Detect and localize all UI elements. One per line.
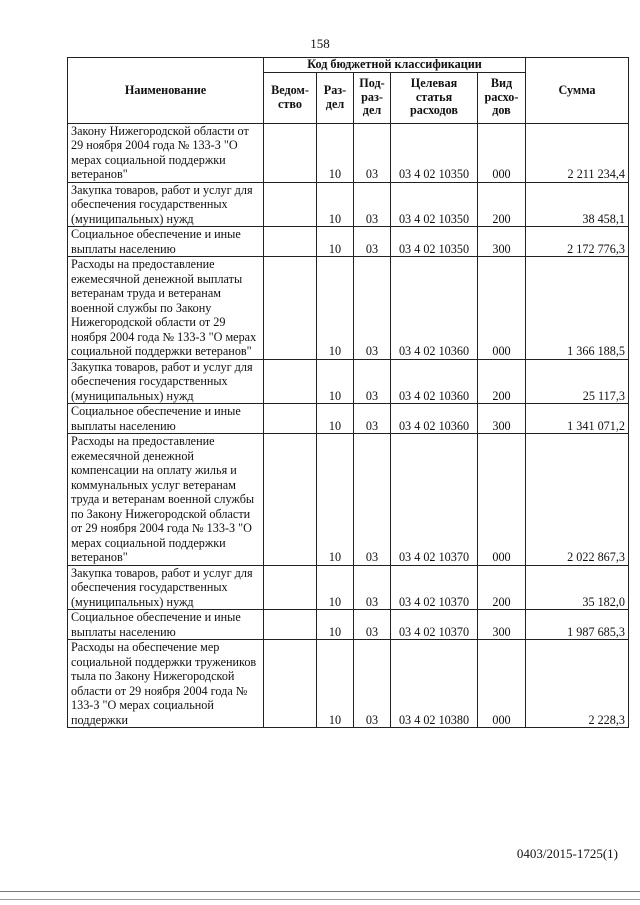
row-summa: 2 172 776,3 [526, 227, 629, 257]
row-podrazdel: 03 [354, 123, 391, 182]
row-podrazdel: 03 [354, 434, 391, 566]
col-header-name: Наименование [68, 58, 264, 124]
row-razdel: 10 [317, 565, 354, 610]
row-vid: 000 [478, 640, 526, 728]
row-name: Закону Нижегородской области от 29 ноября 2004 года № 133-З "О мерах социальной поддержки ветеранов" [68, 123, 264, 182]
row-name: Закупка товаров, работ и услуг для обеспечения государственных (муниципальных) нужд [68, 565, 264, 610]
row-vedomstvo [264, 227, 317, 257]
row-summa: 38 458,1 [526, 182, 629, 227]
row-summa: 2 022 867,3 [526, 434, 629, 566]
row-vid: 200 [478, 182, 526, 227]
row-vid: 300 [478, 610, 526, 640]
row-vid: 000 [478, 257, 526, 360]
row-vid: 300 [478, 227, 526, 257]
row-name: Социальное обеспечение и иные выплаты населению [68, 227, 264, 257]
row-razdel: 10 [317, 610, 354, 640]
table-row [68, 182, 629, 227]
row-name: Расходы на предоставление ежемесячной денежной компенсации на оплату жилья и коммунальных услуг ветеранам труда и ветеранам военной службы по Закону Нижегородской области от 29 ноября 2004 года № 133-З "О мерах социальной поддержки ветеранов" [68, 434, 264, 566]
row-vedomstvo [264, 610, 317, 640]
row-name: Закупка товаров, работ и услуг для обеспечения государственных (муниципальных) нужд [68, 182, 264, 227]
scan-edge-line [0, 891, 640, 892]
row-summa: 2 228,3 [526, 640, 629, 728]
row-podrazdel: 03 [354, 257, 391, 360]
row-celevaya: 03 4 02 10370 [391, 434, 478, 566]
col-group-header-classification: Код бюджетной классификации [264, 58, 526, 73]
row-name: Социальное обеспечение и иные выплаты населению [68, 404, 264, 434]
col-header-razdel: Раз-дел [317, 72, 354, 123]
col-header-summa: Сумма [526, 58, 629, 124]
row-summa: 1 366 188,5 [526, 257, 629, 360]
row-vid: 200 [478, 359, 526, 404]
table-row [68, 227, 629, 257]
row-celevaya: 03 4 02 10350 [391, 123, 478, 182]
row-razdel: 10 [317, 257, 354, 360]
row-name: Расходы на обеспечение мер социальной поддержки тружеников тыла по Закону Нижегородской области от 29 ноября 2004 года № 133-З "О мерах социальной поддержки [68, 640, 264, 728]
row-summa: 35 182,0 [526, 565, 629, 610]
row-vedomstvo [264, 565, 317, 610]
row-vedomstvo [264, 434, 317, 566]
row-summa: 1 987 685,3 [526, 610, 629, 640]
row-razdel: 10 [317, 359, 354, 404]
row-podrazdel: 03 [354, 227, 391, 257]
row-celevaya: 03 4 02 10370 [391, 565, 478, 610]
table-row [68, 404, 629, 434]
row-vedomstvo [264, 404, 317, 434]
row-celevaya: 03 4 02 10350 [391, 182, 478, 227]
row-celevaya: 03 4 02 10380 [391, 640, 478, 728]
row-podrazdel: 03 [354, 610, 391, 640]
row-celevaya: 03 4 02 10360 [391, 257, 478, 360]
table-row [68, 359, 629, 404]
row-vid: 000 [478, 123, 526, 182]
row-name: Расходы на предоставление ежемесячной денежной выплаты ветеранам труда и ветеранам военной службы по Закону Нижегородской области от 29 ноября 2004 года № 133-З "О мерах социальной поддержки ветеранов" [68, 257, 264, 360]
row-podrazdel: 03 [354, 359, 391, 404]
col-header-celevaya: Целевая статья расходов [391, 72, 478, 123]
row-razdel: 10 [317, 227, 354, 257]
row-celevaya: 03 4 02 10360 [391, 359, 478, 404]
row-vedomstvo [264, 359, 317, 404]
row-vid: 000 [478, 434, 526, 566]
col-header-podrazdel: Под-раз-дел [354, 72, 391, 123]
row-name: Закупка товаров, работ и услуг для обеспечения государственных (муниципальных) нужд [68, 359, 264, 404]
scan-edge-line [0, 899, 640, 900]
row-celevaya: 03 4 02 10370 [391, 610, 478, 640]
row-vedomstvo [264, 640, 317, 728]
row-podrazdel: 03 [354, 182, 391, 227]
row-vedomstvo [264, 182, 317, 227]
table-row [68, 257, 629, 360]
row-name: Социальное обеспечение и иные выплаты населению [68, 610, 264, 640]
row-vedomstvo [264, 123, 317, 182]
row-vid: 300 [478, 404, 526, 434]
row-razdel: 10 [317, 123, 354, 182]
row-podrazdel: 03 [354, 404, 391, 434]
document-code: 0403/2015-1725(1) [516, 846, 618, 861]
row-vedomstvo [264, 257, 317, 360]
budget-table [67, 57, 629, 728]
row-summa: 2 211 234,4 [526, 123, 629, 182]
page-number: 158 [310, 36, 330, 51]
row-razdel: 10 [317, 182, 354, 227]
row-razdel: 10 [317, 640, 354, 728]
table-row [68, 434, 629, 566]
row-summa: 25 117,3 [526, 359, 629, 404]
row-podrazdel: 03 [354, 565, 391, 610]
row-vid: 200 [478, 565, 526, 610]
row-podrazdel: 03 [354, 640, 391, 728]
table-row [68, 565, 629, 610]
row-celevaya: 03 4 02 10350 [391, 227, 478, 257]
col-header-vedomstvo: Ведом-ство [264, 72, 317, 123]
row-celevaya: 03 4 02 10360 [391, 404, 478, 434]
row-razdel: 10 [317, 434, 354, 566]
col-header-vid: Вид расхо-дов [478, 72, 526, 123]
row-razdel: 10 [317, 404, 354, 434]
table-row [68, 123, 629, 182]
table-row [68, 640, 629, 728]
table-row [68, 610, 629, 640]
row-summa: 1 341 071,2 [526, 404, 629, 434]
